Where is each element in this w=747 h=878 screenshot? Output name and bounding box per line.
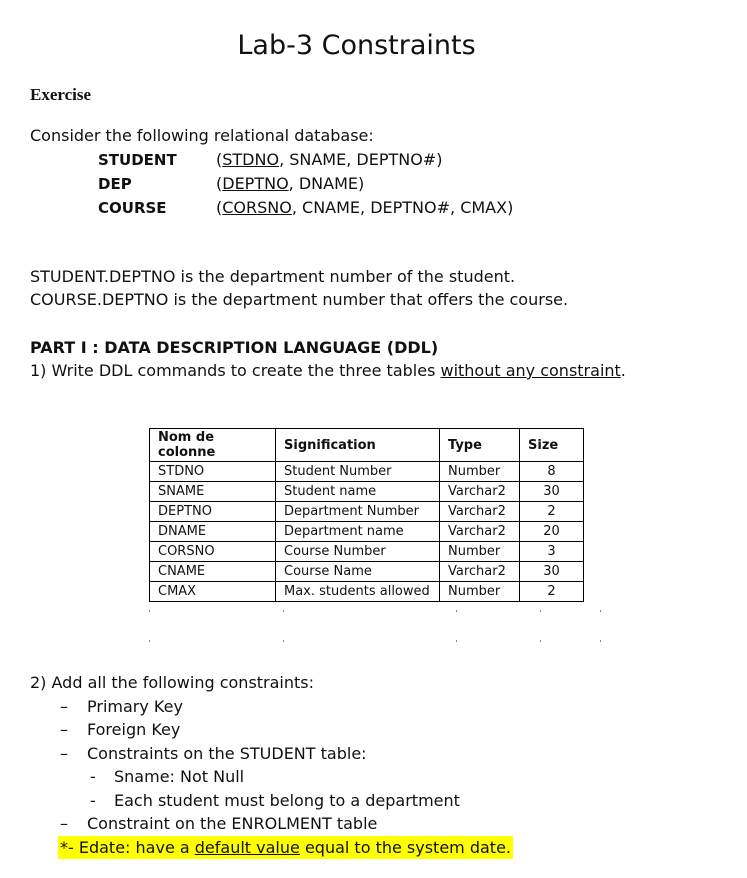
header-cell: Nom de colonne	[150, 429, 276, 462]
constraint-primary-key: Primary Key	[87, 697, 183, 716]
sub-bullet-dash: -	[90, 767, 96, 786]
relation-definition: (STDNO, SNAME, DEPTNO#)	[216, 150, 443, 169]
column-name-cell: DNAME	[150, 522, 276, 542]
primary-key: DEPTNO	[222, 174, 289, 193]
constraint-belong: Each student must belong to a department	[114, 791, 460, 810]
table-artifact-dot	[600, 610, 601, 612]
size-cell: 30	[520, 482, 584, 502]
task1-text: 1) Write DDL commands to create the three tables without any constraint.	[30, 361, 626, 380]
table-artifact-dot	[456, 610, 457, 612]
table-artifact-dot	[540, 610, 541, 612]
constraint-enrolment: Constraint on the ENROLMENT table	[87, 814, 378, 833]
table-row	[150, 522, 584, 542]
type-cell: Varchar2	[440, 502, 520, 522]
primary-key: STDNO	[222, 150, 280, 169]
table-artifact-dot	[149, 640, 150, 642]
relation-definition: (CORSNO, CNAME, DEPTNO#, CMAX)	[216, 198, 514, 217]
header-cell: Type	[440, 429, 520, 462]
constraint-foreign-key: Foreign Key	[87, 720, 181, 739]
relation-name: COURSE	[98, 199, 167, 217]
table-artifact-dot	[600, 640, 601, 642]
type-cell: Varchar2	[440, 482, 520, 502]
table-artifact-dot	[540, 640, 541, 642]
size-cell: 30	[520, 562, 584, 582]
size-cell: 2	[520, 582, 584, 602]
signification-cell: Max. students allowed	[276, 582, 440, 602]
table-artifact-dot	[149, 610, 150, 612]
column-table	[149, 428, 584, 602]
bullet-dash: –	[60, 814, 68, 833]
signification-cell: Student Number	[276, 462, 440, 482]
table-row	[150, 462, 584, 482]
signification-cell: Course Name	[276, 562, 440, 582]
signification-cell: Department name	[276, 522, 440, 542]
part1-heading: PART I : DATA DESCRIPTION LANGUAGE (DDL)	[30, 338, 439, 357]
note-student-deptno: STUDENT.DEPTNO is the department number of the student.	[30, 267, 516, 286]
header-cell: Signification	[276, 429, 440, 462]
signification-cell: Department Number	[276, 502, 440, 522]
size-cell: 3	[520, 542, 584, 562]
size-cell: 20	[520, 522, 584, 542]
header-cell: Size	[520, 429, 584, 462]
size-cell: 8	[520, 462, 584, 482]
table-row	[150, 542, 584, 562]
bullet-dash: –	[60, 697, 68, 716]
constraint-sname: Sname: Not Null	[114, 767, 245, 786]
task2-text: 2) Add all the following constraints:	[30, 673, 315, 692]
table-artifact-dot	[456, 640, 457, 642]
column-name-cell: CORSNO	[150, 542, 276, 562]
bullet-dash: –	[60, 720, 68, 739]
type-cell: Varchar2	[440, 522, 520, 542]
column-name-cell: CMAX	[150, 582, 276, 602]
primary-key: CORSNO	[222, 198, 292, 217]
table-header-row	[150, 429, 584, 462]
exercise-heading: Exercise	[30, 85, 92, 104]
column-name-cell: STDNO	[150, 462, 276, 482]
table-artifact-dot	[283, 610, 284, 612]
relation-definition: (DEPTNO, DNAME)	[216, 174, 365, 193]
bullet-dash: –	[60, 744, 68, 763]
relation-name: DEP	[98, 175, 132, 193]
size-cell: 2	[520, 502, 584, 522]
signification-cell: Course Number	[276, 542, 440, 562]
relation-name: STUDENT	[98, 151, 177, 169]
table-row	[150, 582, 584, 602]
column-name-cell: DEPTNO	[150, 502, 276, 522]
type-cell: Number	[440, 462, 520, 482]
note-course-deptno: COURSE.DEPTNO is the department number that offers the course.	[30, 290, 569, 309]
intro-text: Consider the following relational database:	[30, 126, 374, 145]
column-name-cell: SNAME	[150, 482, 276, 502]
table-artifact-dot	[283, 640, 284, 642]
column-name-cell: CNAME	[150, 562, 276, 582]
type-cell: Number	[440, 542, 520, 562]
table-row	[150, 502, 584, 522]
edate-highlight: *- Edate: have a default value equal to the system date.	[60, 838, 512, 857]
sub-bullet-dash: -	[90, 791, 96, 810]
type-cell: Number	[440, 582, 520, 602]
page-title: Lab-3 Constraints	[237, 30, 476, 61]
type-cell: Varchar2	[440, 562, 520, 582]
constraint-student-table: Constraints on the STUDENT table:	[87, 744, 367, 763]
table-row	[150, 562, 584, 582]
table-row	[150, 482, 584, 502]
signification-cell: Student name	[276, 482, 440, 502]
